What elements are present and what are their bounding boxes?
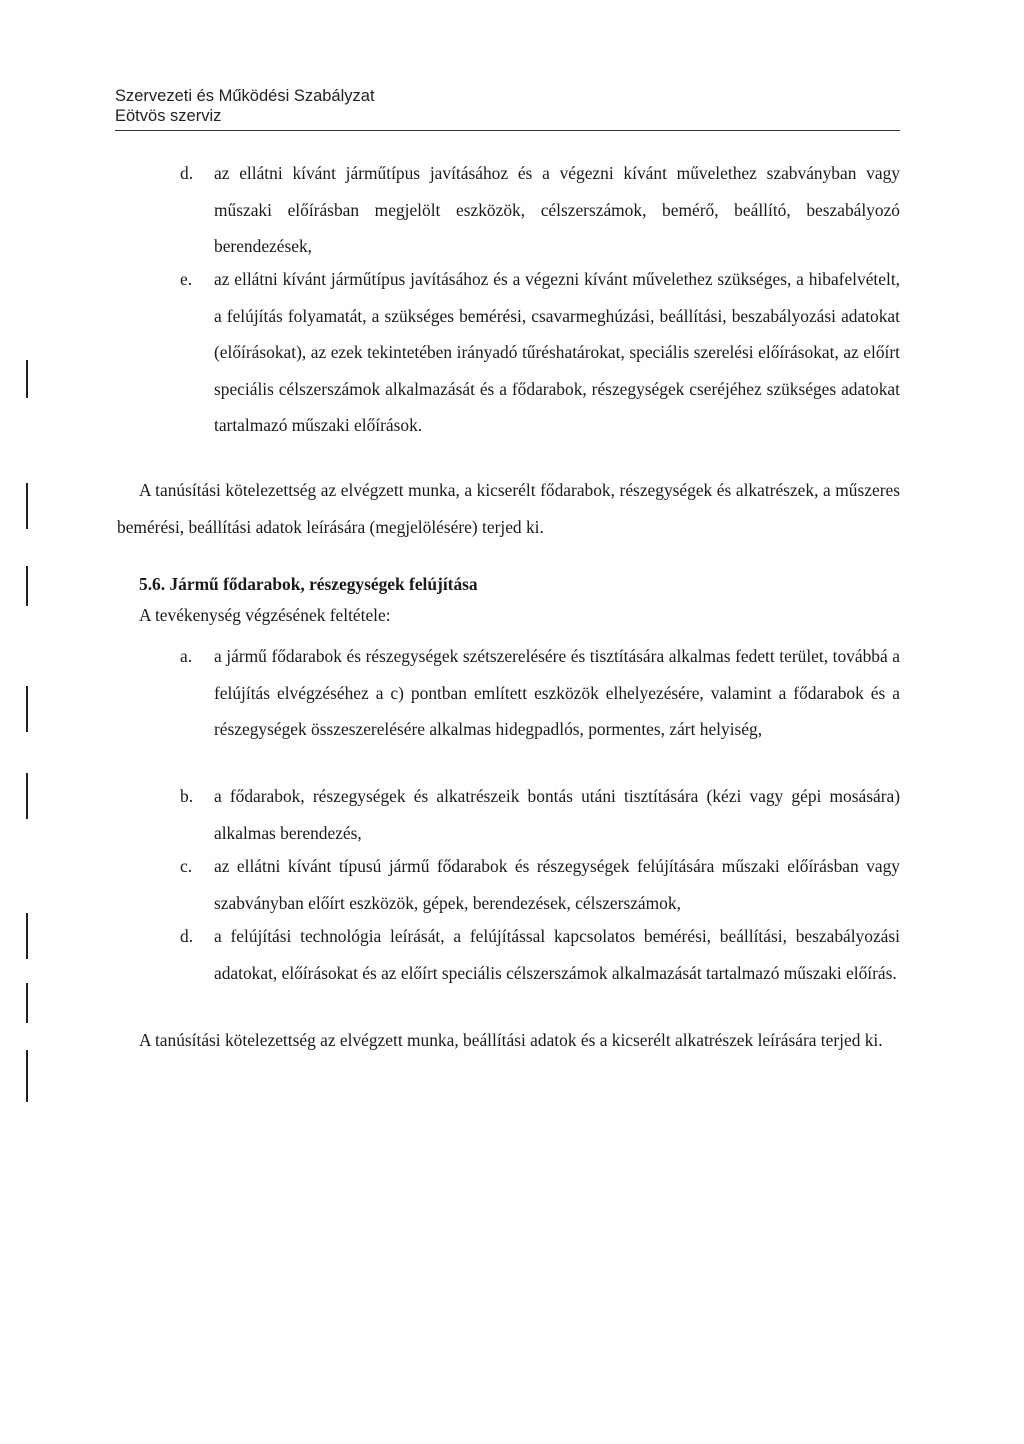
list-item-letter: d. bbox=[180, 163, 194, 183]
margin-bar bbox=[26, 773, 28, 819]
paragraph: A tanúsítási kötelezettség az elvégzett munka, a kicserélt fődarabok, részegységek és alkatrészek, a műszeres bemérési, beállítási adatok leírására (megjelölésére) terjed ki. bbox=[117, 480, 900, 537]
margin-bar bbox=[26, 913, 28, 959]
section-condition: A tevékenység végzésének feltétele: bbox=[139, 605, 391, 625]
section-number: 5.6. bbox=[139, 574, 166, 594]
page-header bbox=[115, 86, 900, 131]
margin-bar bbox=[26, 686, 28, 732]
list-item bbox=[180, 261, 900, 444]
list-item-text: az ellátni kívánt típusú jármű fődarabok és részegységek felújítására műszaki előírásban vagy szabványban előírt eszközök, gépek, berendezések, célszerszámok, bbox=[214, 856, 900, 913]
list-item bbox=[180, 778, 900, 851]
margin-bar bbox=[26, 983, 28, 1023]
margin-bar bbox=[26, 1050, 28, 1102]
list-item-text: az ellátni kívánt járműtípus javításához és a végezni kívánt művelethez szabványban vagy műszaki előírásban megjelölt eszközök, célszerszámok, bemérő, beállító, beszabályozó berendezések, bbox=[214, 163, 900, 256]
list-item-letter: c. bbox=[180, 856, 193, 876]
list-item-text: a felújítási technológia leírását, a felújítással kapcsolatos bemérési, beállítási, beszabályozási adatokat, előírásokat és az előírt speciális célszerszámok alkalmazását tartalmazó műszaki előírás. bbox=[214, 926, 900, 983]
list-item bbox=[180, 848, 900, 921]
list-item-letter: e. bbox=[180, 269, 193, 289]
list-item-letter: d. bbox=[180, 926, 194, 946]
header-title: Szervezeti és Működési Szabályzat bbox=[115, 87, 375, 105]
list-item-letter: a. bbox=[180, 646, 193, 666]
header-rule bbox=[115, 130, 900, 131]
header-subtitle: Eötvös szerviz bbox=[115, 107, 222, 125]
list-item bbox=[180, 918, 900, 991]
paragraph: A tanúsítási kötelezettség az elvégzett munka, beállítási adatok és a kicserélt alkatrészek leírására terjed ki. bbox=[139, 1030, 883, 1050]
list-item-text: a jármű fődarabok és részegységek szétszerelésére és tisztítására alkalmas fedett terület, továbbá a felújítás elvégzéséhez a c) pontban említett eszközök elhelyezésére, valamint a fődarabok és a részegységek összeszerelésére alkalmas hidegpadlós, pormentes, zárt helyiség, bbox=[214, 646, 900, 739]
margin-bar bbox=[26, 360, 28, 398]
section-title: Jármű fődarabok, részegységek felújítása bbox=[169, 574, 478, 594]
list-item bbox=[180, 155, 900, 265]
list-item-text: az ellátni kívánt járműtípus javításához és a végezni kívánt művelethez szükséges, a hibafelvételt, a felújítás folyamatát, a szükséges bemérési, csavarmeghúzási, beállítási, beszabályozási adatokat (előírásokat), az ezek tekintetében irányadó tűréshatárokat, speciális szerelési előírásokat, az előírt speciális célszerszámok alkalmazását és a fődarabok, részegységek cseréjéhez szükséges adatokat tartalmazó műszaki előírások. bbox=[214, 269, 900, 435]
margin-bar bbox=[26, 483, 28, 529]
section-heading bbox=[117, 574, 478, 595]
list-item bbox=[180, 638, 900, 748]
list-item-letter: b. bbox=[180, 786, 194, 806]
list-item-text: a fődarabok, részegységek és alkatrészeik bontás utáni tisztítására (kézi vagy gépi mosására) alkalmas berendezés, bbox=[214, 786, 900, 843]
margin-bar bbox=[26, 566, 28, 606]
